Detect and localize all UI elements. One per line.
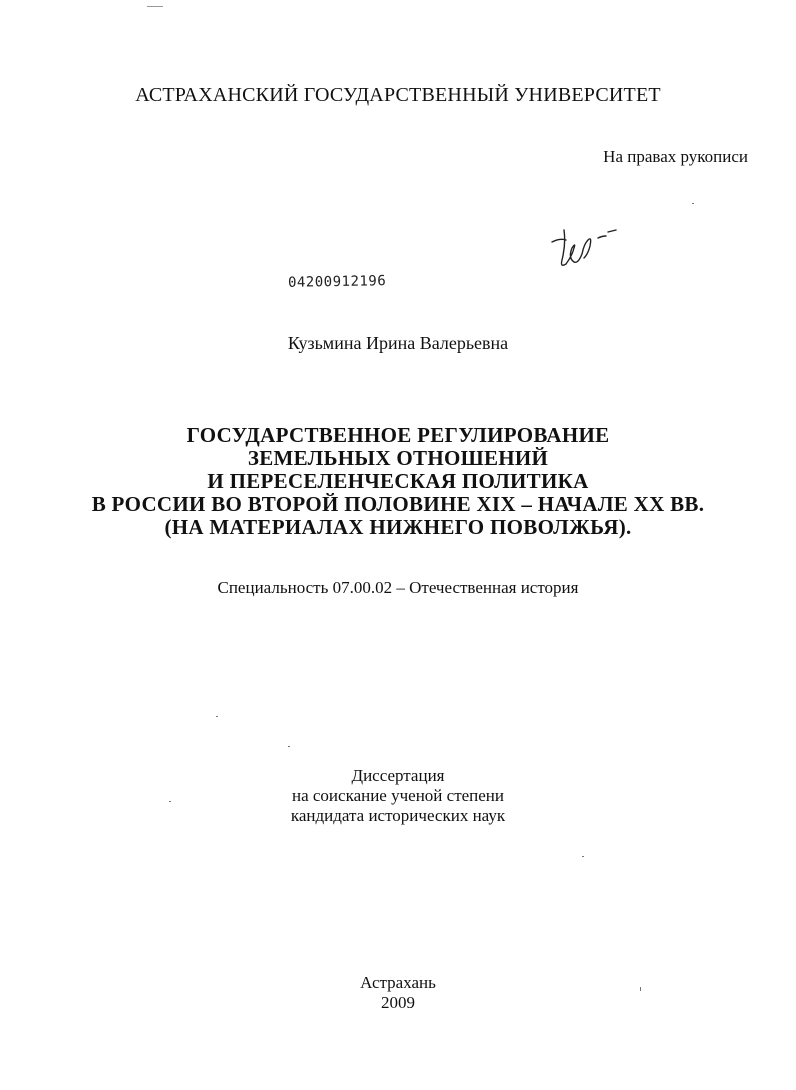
author-name: Кузьмина Ирина Валерьевна (287, 333, 509, 353)
scan-speck (692, 203, 694, 204)
archive-code: 04200912196 (287, 273, 387, 291)
university-name: АСТРАХАНСКИЙ ГОСУДАРСТВЕННЫЙ УНИВЕРСИТЕТ (135, 84, 661, 106)
degree-line: на соискание ученой степени (291, 786, 505, 805)
specialty: Специальность 07.00.02 – Отечественная история (217, 578, 579, 597)
year: 2009 (381, 993, 415, 1012)
city: Астрахань (360, 973, 436, 992)
scan-mark (147, 6, 163, 7)
title-line: ЗЕМЕЛЬНЫХ ОТНОШЕНИЙ (247, 446, 549, 470)
scan-speck (582, 856, 584, 857)
scan-speck (288, 746, 290, 747)
scan-speck (640, 987, 641, 991)
degree-statement (0, 766, 796, 826)
dissertation-title (0, 424, 796, 539)
scan-speck (216, 716, 218, 717)
title-line: (НА МАТЕРИАЛАХ НИЖНЕГО ПОВОЛЖЬЯ). (164, 515, 632, 539)
rights-note: На правах рукописи (603, 147, 748, 166)
scan-speck (169, 801, 171, 802)
title-line: И ПЕРЕСЕЛЕНЧЕСКАЯ ПОЛИТИКА (207, 469, 589, 493)
place-and-year (0, 973, 796, 1013)
degree-line: Диссертация (351, 766, 445, 785)
handwritten-signature (546, 220, 626, 276)
title-line: В РОССИИ ВО ВТОРОЙ ПОЛОВИНЕ XIX – НАЧАЛЕ XX ВВ. (91, 492, 705, 516)
degree-line: кандидата исторических наук (290, 806, 506, 825)
title-line: ГОСУДАРСТВЕННОЕ РЕГУЛИРОВАНИЕ (186, 423, 610, 447)
